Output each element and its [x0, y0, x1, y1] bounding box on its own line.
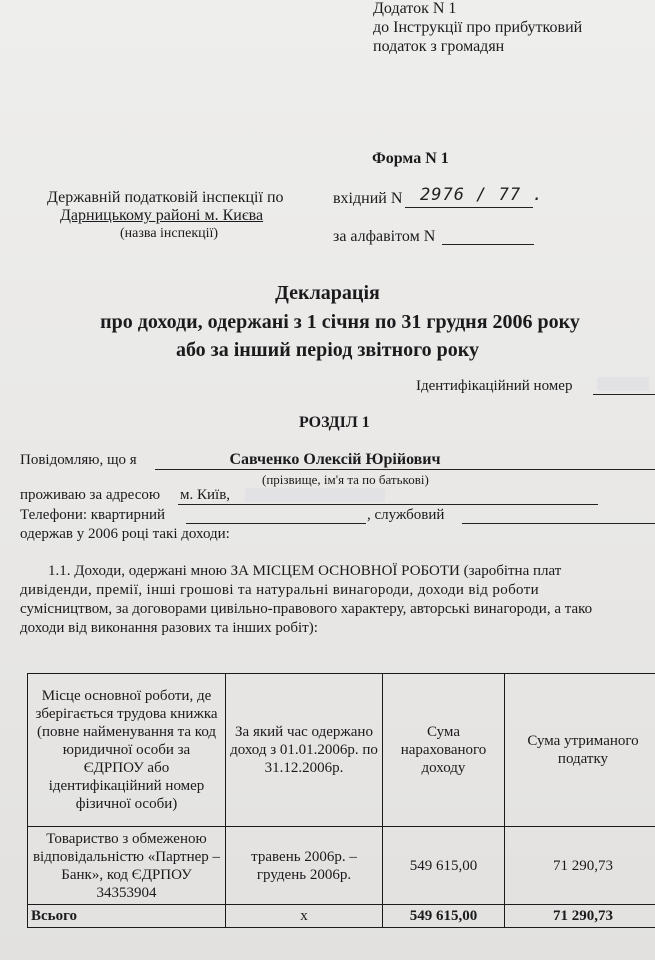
header-workplace: Місце основної роботи, де зберігається трудова книжка (повне найменування та код юридичної особи за ЄДРПОУ або ідентифікаційний номер фізичної особи): [28, 674, 226, 827]
declaration-subtitle: про доходи, одержані з 1 січня по 31 грудня 2006 року: [100, 311, 580, 333]
inspection-line-2: Дарницькому районі м. Києва: [60, 207, 264, 224]
form-title: Форма N 1: [372, 150, 449, 167]
declaration-period: або за інший період звітного року: [175, 339, 480, 361]
id-underline: [593, 394, 655, 395]
address-underline: [178, 504, 598, 505]
section-title: РОЗДІЛ 1: [299, 414, 370, 431]
incoming-underline: [405, 207, 533, 208]
name-caption: (прізвище, ім'я та по батькові): [262, 472, 429, 487]
redaction-address: [245, 488, 385, 502]
address-value: м. Київ,: [180, 487, 231, 503]
redaction-id: [597, 377, 649, 391]
appendix-line-2: до Інструкції про прибутковий: [373, 19, 583, 36]
table-header-row: [28, 674, 655, 827]
office-phone-label: , службовий: [367, 507, 445, 523]
total-period: x: [226, 905, 383, 928]
total-tax: 71 290,73: [505, 905, 655, 928]
inspection-line-1: Державній податковій інспекції по: [47, 189, 284, 206]
received-text: одержав у 2006 році такі доходи:: [20, 526, 230, 542]
table-total-row: [28, 905, 655, 928]
header-income: Сума нарахованого доходу: [383, 674, 505, 827]
header-period: За який час одержано доход з 01.01.2006р. по 31.12.2006р.: [226, 674, 383, 827]
row-tax: 71 290,73: [505, 827, 655, 905]
name-underline: [155, 469, 655, 470]
clause-line-1: 1.1. Доходи, одержані мною ЗА МІСЦЕМ ОСНОВНОЇ РОБОТИ (заробітна плат: [48, 563, 562, 579]
header-tax: Сума утриманого податку: [505, 674, 655, 827]
row-period: травень 2006р. – грудень 2006р.: [226, 827, 383, 905]
alphabet-underline: [442, 244, 534, 245]
intro-label: Повідомляю, що я: [20, 452, 137, 468]
appendix-line-1: Додаток N 1: [373, 0, 457, 17]
incoming-number: 2976 / 77 .: [420, 185, 544, 205]
office-phone-underline: [462, 523, 655, 524]
id-label: Ідентифікаційний номер: [416, 378, 573, 394]
address-label: проживаю за адресою: [20, 487, 161, 503]
inspection-caption: (назва інспекції): [120, 226, 219, 241]
table-row: [28, 827, 655, 905]
total-income: 549 615,00: [383, 905, 505, 928]
row-organization: Товариство з обмеженою відповідальністю «Партнер – Банк», код ЄДРПОУ 34353904: [28, 827, 226, 905]
income-table: [27, 673, 655, 928]
taxpayer-name: Савченко Олексій Юрійович: [229, 451, 441, 468]
home-phone-underline: [186, 523, 366, 524]
clause-line-2: дивіденди, премії, інші грошові та натуральні винагороди, доходи від роботи: [20, 582, 539, 598]
alphabet-label: за алфавітом N: [333, 228, 436, 245]
appendix-line-3: податок з громадян: [373, 38, 505, 55]
incoming-label: вхідний N: [333, 190, 403, 207]
total-label: Всього: [28, 905, 226, 928]
declaration-title: Декларація: [275, 282, 380, 304]
clause-line-3: сумісництвом, за договорами цивільно-правового характеру, авторські винагороди, а тако: [20, 601, 593, 617]
row-income: 549 615,00: [383, 827, 505, 905]
clause-line-4: доходи від виконання разових та інших робіт):: [20, 620, 318, 636]
phones-label: Телефони: квартирний: [20, 507, 166, 523]
